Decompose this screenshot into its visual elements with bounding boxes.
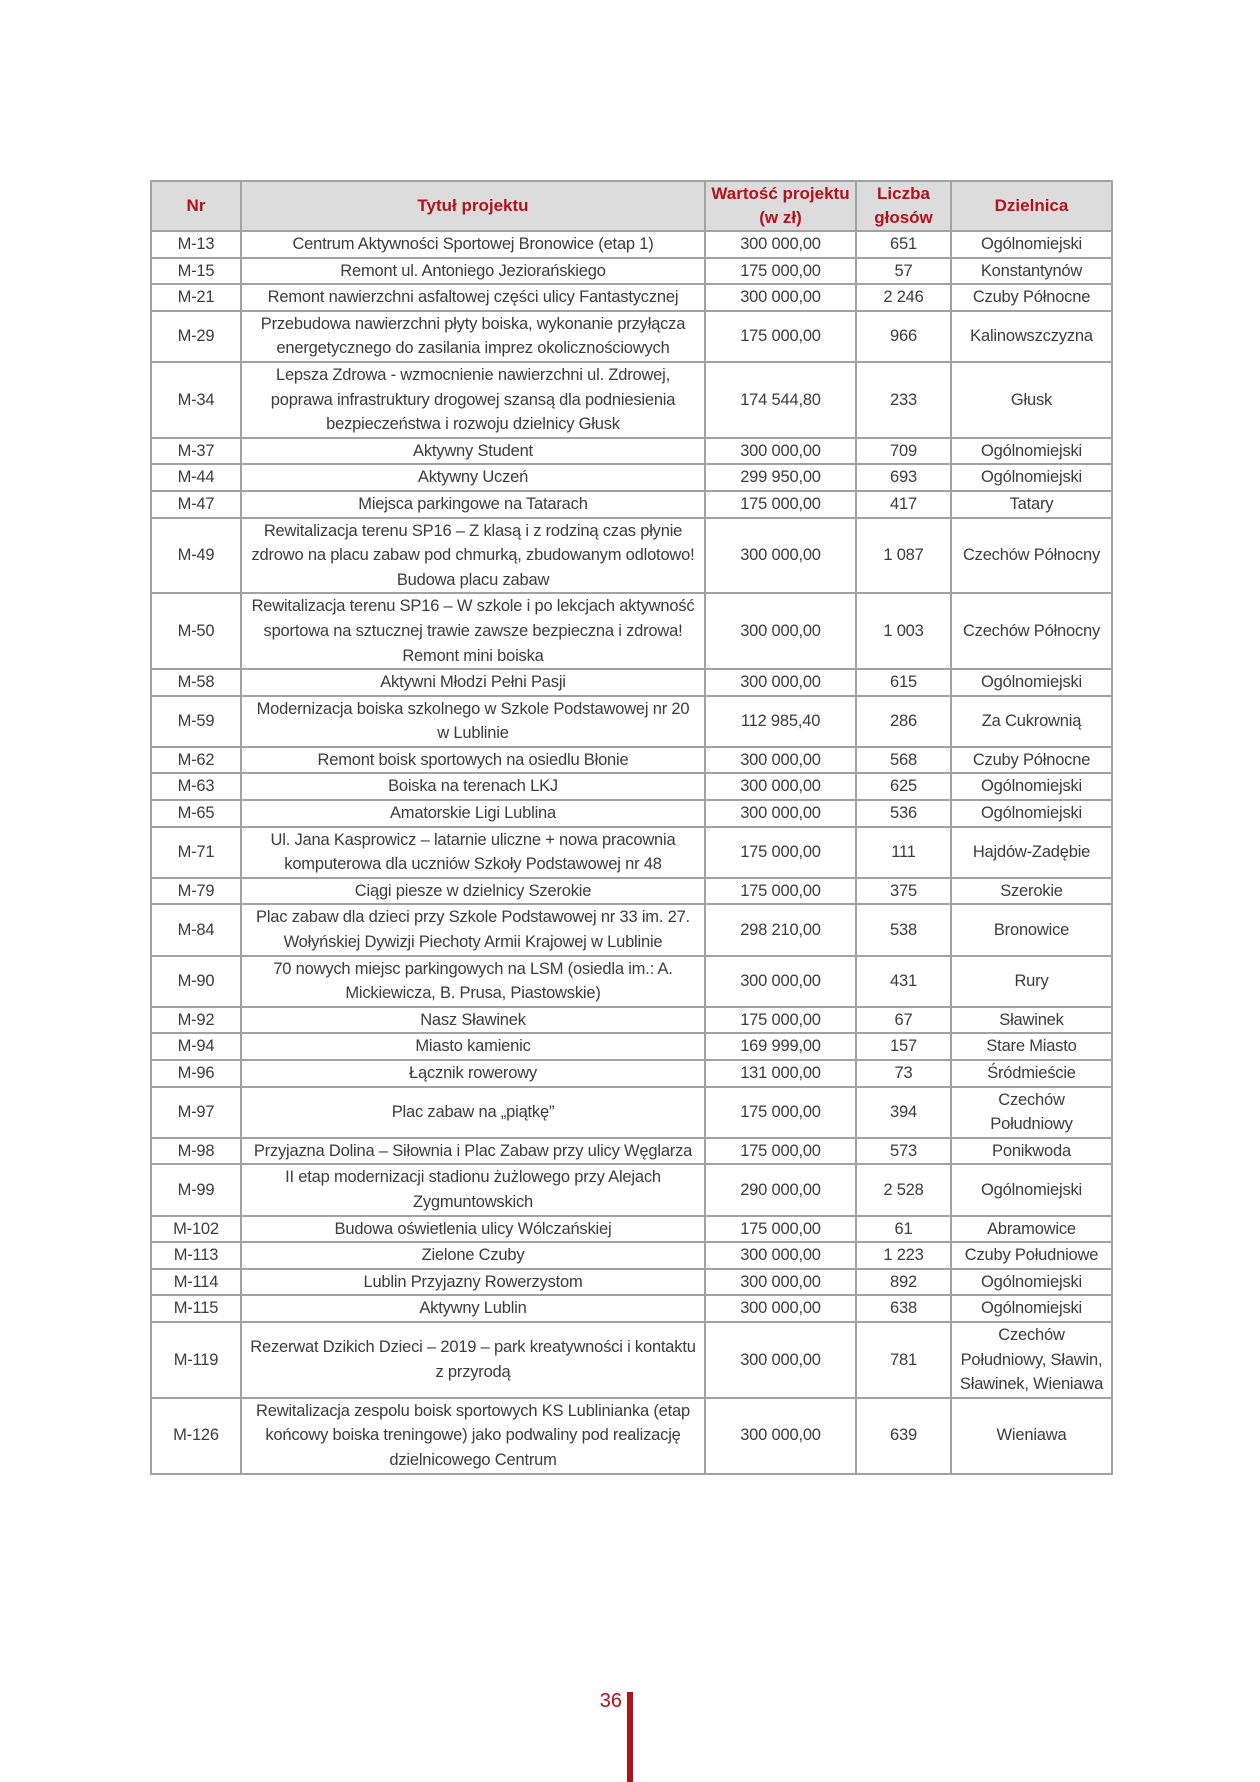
cell-title: Aktywni Młodzi Pełni Pasji: [241, 669, 705, 696]
cell-title: Ciągi piesze w dzielnicy Szerokie: [241, 878, 705, 905]
table-row: [151, 1007, 1112, 1034]
cell-votes: 73: [856, 1060, 951, 1087]
cell-title: Remont nawierzchni asfaltowej części ulicy Fantastycznej: [241, 284, 705, 311]
cell-value: 300 000,00: [705, 1398, 856, 1474]
page-footer-accent-bar: [627, 1692, 633, 1782]
cell-value: 175 000,00: [705, 1007, 856, 1034]
cell-nr: M-115: [151, 1295, 241, 1322]
cell-nr: M-34: [151, 362, 241, 438]
cell-title: Budowa oświetlenia ulicy Wólczańskiej: [241, 1216, 705, 1243]
cell-district: Hajdów-Zadębie: [951, 827, 1112, 878]
cell-title: Rewitalizacja terenu SP16 – W szkole i po lekcjach aktywność sportowa na sztucznej trawie zawsze bezpieczna i zdrowa! Remont mini boiska: [241, 593, 705, 669]
projects-table: [150, 180, 1113, 1475]
cell-value: 169 999,00: [705, 1033, 856, 1060]
cell-title: Łącznik rowerowy: [241, 1060, 705, 1087]
header-title: Tytuł projektu: [241, 181, 705, 231]
cell-district: Głusk: [951, 362, 1112, 438]
table-row: [151, 1216, 1112, 1243]
cell-nr: M-21: [151, 284, 241, 311]
cell-title: Modernizacja boiska szkolnego w Szkole Podstawowej nr 20 w Lublinie: [241, 696, 705, 747]
cell-district: Ogólnomiejski: [951, 773, 1112, 800]
cell-district: Ogólnomiejski: [951, 231, 1112, 258]
table-row: [151, 1242, 1112, 1269]
cell-value: 175 000,00: [705, 258, 856, 285]
cell-value: 300 000,00: [705, 231, 856, 258]
cell-nr: M-50: [151, 593, 241, 669]
cell-title: Plac zabaw na „piątkę”: [241, 1087, 705, 1138]
cell-value: 300 000,00: [705, 800, 856, 827]
cell-value: 300 000,00: [705, 773, 856, 800]
cell-nr: M-96: [151, 1060, 241, 1087]
cell-nr: M-126: [151, 1398, 241, 1474]
cell-title: Zielone Czuby: [241, 1242, 705, 1269]
cell-nr: M-119: [151, 1322, 241, 1398]
cell-votes: 1 003: [856, 593, 951, 669]
cell-title: Aktywny Lublin: [241, 1295, 705, 1322]
cell-votes: 892: [856, 1269, 951, 1296]
cell-district: Stare Miasto: [951, 1033, 1112, 1060]
cell-value: 112 985,40: [705, 696, 856, 747]
table-row: [151, 696, 1112, 747]
cell-district: Rury: [951, 956, 1112, 1007]
cell-district: Za Cukrownią: [951, 696, 1112, 747]
table-row: [151, 1295, 1112, 1322]
table-row: [151, 518, 1112, 594]
cell-district: Czechów Południowy, Sławin, Sławinek, Wieniawa: [951, 1322, 1112, 1398]
cell-nr: M-58: [151, 669, 241, 696]
cell-title: Rewitalizacja zespolu boisk sportowych KS Lublinianka (etap końcowy boiska treningowe) jako podwaliny pod realizację dzielnicowego Centrum: [241, 1398, 705, 1474]
cell-district: Ponikwoda: [951, 1138, 1112, 1165]
cell-value: 174 544,80: [705, 362, 856, 438]
cell-nr: M-84: [151, 904, 241, 955]
cell-votes: 1 223: [856, 1242, 951, 1269]
cell-votes: 61: [856, 1216, 951, 1243]
table-row: [151, 1060, 1112, 1087]
cell-nr: M-47: [151, 491, 241, 518]
cell-district: Czechów Południowy: [951, 1087, 1112, 1138]
cell-district: Konstantynów: [951, 258, 1112, 285]
cell-district: Czuby Północne: [951, 747, 1112, 774]
cell-nr: M-94: [151, 1033, 241, 1060]
cell-value: 300 000,00: [705, 1295, 856, 1322]
cell-votes: 781: [856, 1322, 951, 1398]
cell-nr: M-63: [151, 773, 241, 800]
cell-value: 175 000,00: [705, 1216, 856, 1243]
cell-value: 175 000,00: [705, 878, 856, 905]
cell-nr: M-59: [151, 696, 241, 747]
table-row: [151, 904, 1112, 955]
cell-votes: 709: [856, 438, 951, 465]
table-body: [151, 231, 1112, 1474]
cell-district: Ogólnomiejski: [951, 669, 1112, 696]
cell-nr: M-65: [151, 800, 241, 827]
cell-value: 298 210,00: [705, 904, 856, 955]
cell-nr: M-49: [151, 518, 241, 594]
cell-votes: 638: [856, 1295, 951, 1322]
cell-nr: M-97: [151, 1087, 241, 1138]
cell-district: Ogólnomiejski: [951, 1269, 1112, 1296]
cell-nr: M-13: [151, 231, 241, 258]
cell-title: Rezerwat Dzikich Dzieci – 2019 – park kreatywności i kontaktu z przyrodą: [241, 1322, 705, 1398]
cell-votes: 536: [856, 800, 951, 827]
cell-district: Czuby Północne: [951, 284, 1112, 311]
table-row: [151, 956, 1112, 1007]
table-row: [151, 1164, 1112, 1215]
cell-votes: 394: [856, 1087, 951, 1138]
cell-value: 175 000,00: [705, 311, 856, 362]
table-row: [151, 1322, 1112, 1398]
table-row: [151, 1087, 1112, 1138]
cell-nr: M-79: [151, 878, 241, 905]
cell-nr: M-71: [151, 827, 241, 878]
table-row: [151, 438, 1112, 465]
cell-value: 300 000,00: [705, 593, 856, 669]
cell-title: Remont ul. Antoniego Jeziorańskiego: [241, 258, 705, 285]
cell-votes: 417: [856, 491, 951, 518]
cell-votes: 233: [856, 362, 951, 438]
table-row: [151, 800, 1112, 827]
table-header-row: [151, 181, 1112, 231]
cell-value: 175 000,00: [705, 827, 856, 878]
cell-value: 300 000,00: [705, 1242, 856, 1269]
cell-nr: M-37: [151, 438, 241, 465]
cell-nr: M-92: [151, 1007, 241, 1034]
cell-votes: 2 528: [856, 1164, 951, 1215]
table-row: [151, 464, 1112, 491]
cell-votes: 67: [856, 1007, 951, 1034]
cell-title: Przyjazna Dolina – Siłownia i Plac Zabaw przy ulicy Węglarza: [241, 1138, 705, 1165]
table-row: [151, 491, 1112, 518]
cell-district: Ogólnomiejski: [951, 800, 1112, 827]
cell-value: 300 000,00: [705, 956, 856, 1007]
cell-nr: M-62: [151, 747, 241, 774]
cell-title: Plac zabaw dla dzieci przy Szkole Podstawowej nr 33 im. 27. Wołyńskiej Dywizji Piechoty Armii Krajowej w Lublinie: [241, 904, 705, 955]
cell-votes: 966: [856, 311, 951, 362]
cell-value: 131 000,00: [705, 1060, 856, 1087]
cell-votes: 651: [856, 231, 951, 258]
cell-votes: 625: [856, 773, 951, 800]
cell-votes: 157: [856, 1033, 951, 1060]
cell-district: Ogólnomiejski: [951, 438, 1112, 465]
cell-district: Ogólnomiejski: [951, 1295, 1112, 1322]
table-row: [151, 773, 1112, 800]
cell-nr: M-15: [151, 258, 241, 285]
cell-votes: 538: [856, 904, 951, 955]
cell-district: Tatary: [951, 491, 1112, 518]
cell-value: 175 000,00: [705, 1087, 856, 1138]
cell-votes: 573: [856, 1138, 951, 1165]
header-value: Wartość projektu (w zł): [705, 181, 856, 231]
cell-nr: M-99: [151, 1164, 241, 1215]
cell-title: Lublin Przyjazny Rowerzystom: [241, 1269, 705, 1296]
cell-district: Sławinek: [951, 1007, 1112, 1034]
cell-votes: 1 087: [856, 518, 951, 594]
cell-votes: 286: [856, 696, 951, 747]
table-row: [151, 593, 1112, 669]
cell-district: Abramowice: [951, 1216, 1112, 1243]
cell-district: Czechów Północny: [951, 593, 1112, 669]
page-number: 36: [599, 1690, 622, 1712]
cell-value: 300 000,00: [705, 438, 856, 465]
cell-nr: M-114: [151, 1269, 241, 1296]
cell-title: Lepsza Zdrowa - wzmocnienie nawierzchni ul. Zdrowej, poprawa infrastruktury drogowej szansą dla podniesienia bezpieczeństwa i rozwoju dzielnicy Głusk: [241, 362, 705, 438]
header-district: Dzielnica: [951, 181, 1112, 231]
cell-votes: 111: [856, 827, 951, 878]
table-row: [151, 827, 1112, 878]
cell-title: Miasto kamienic: [241, 1033, 705, 1060]
table-row: [151, 362, 1112, 438]
cell-title: Przebudowa nawierzchni płyty boiska, wykonanie przyłącza energetycznego do zasilania imprez okolicznościowych: [241, 311, 705, 362]
table-row: [151, 1398, 1112, 1474]
cell-votes: 639: [856, 1398, 951, 1474]
cell-district: Ogólnomiejski: [951, 464, 1112, 491]
cell-nr: M-29: [151, 311, 241, 362]
cell-nr: M-102: [151, 1216, 241, 1243]
cell-title: Miejsca parkingowe na Tatarach: [241, 491, 705, 518]
cell-district: Wieniawa: [951, 1398, 1112, 1474]
cell-votes: 57: [856, 258, 951, 285]
header-nr: Nr: [151, 181, 241, 231]
table-row: [151, 258, 1112, 285]
cell-district: Szerokie: [951, 878, 1112, 905]
cell-votes: 431: [856, 956, 951, 1007]
cell-value: 175 000,00: [705, 491, 856, 518]
cell-title: Aktywny Student: [241, 438, 705, 465]
cell-votes: 615: [856, 669, 951, 696]
table-row: [151, 284, 1112, 311]
cell-title: Boiska na terenach LKJ: [241, 773, 705, 800]
table-row: [151, 747, 1112, 774]
table-row: [151, 311, 1112, 362]
cell-title: Aktywny Uczeń: [241, 464, 705, 491]
cell-district: Bronowice: [951, 904, 1112, 955]
cell-value: 300 000,00: [705, 284, 856, 311]
cell-votes: 2 246: [856, 284, 951, 311]
table-row: [151, 1269, 1112, 1296]
cell-district: Ogólnomiejski: [951, 1164, 1112, 1215]
cell-title: Centrum Aktywności Sportowej Bronowice (etap 1): [241, 231, 705, 258]
cell-district: Śródmieście: [951, 1060, 1112, 1087]
cell-title: Remont boisk sportowych na osiedlu Błonie: [241, 747, 705, 774]
cell-nr: M-98: [151, 1138, 241, 1165]
cell-district: Kalinowszczyzna: [951, 311, 1112, 362]
cell-value: 300 000,00: [705, 1269, 856, 1296]
table-row: [151, 1138, 1112, 1165]
cell-nr: M-113: [151, 1242, 241, 1269]
cell-value: 290 000,00: [705, 1164, 856, 1215]
cell-value: 300 000,00: [705, 747, 856, 774]
table-row: [151, 669, 1112, 696]
cell-title: Nasz Sławinek: [241, 1007, 705, 1034]
cell-votes: 693: [856, 464, 951, 491]
cell-title: II etap modernizacji stadionu żużlowego przy Alejach Zygmuntowskich: [241, 1164, 705, 1215]
header-votes: Liczba głosów: [856, 181, 951, 231]
cell-title: 70 nowych miejsc parkingowych na LSM (osiedla im.: A. Mickiewicza, B. Prusa, Piastowskie): [241, 956, 705, 1007]
cell-nr: M-90: [151, 956, 241, 1007]
cell-title: Amatorskie Ligi Lublina: [241, 800, 705, 827]
cell-value: 299 950,00: [705, 464, 856, 491]
cell-votes: 568: [856, 747, 951, 774]
projects-table-container: [150, 180, 1111, 1475]
cell-value: 175 000,00: [705, 1138, 856, 1165]
cell-district: Czechów Północny: [951, 518, 1112, 594]
cell-title: Rewitalizacja terenu SP16 – Z klasą i z rodziną czas płynie zdrowo na placu zabaw pod chmurką, zbudowanym odlotowo! Budowa placu zabaw: [241, 518, 705, 594]
cell-title: Ul. Jana Kasprowicz – latarnie uliczne + nowa pracownia komputerowa dla uczniów Szkoły Podstawowej nr 48: [241, 827, 705, 878]
cell-district: Czuby Południowe: [951, 1242, 1112, 1269]
table-row: [151, 1033, 1112, 1060]
cell-nr: M-44: [151, 464, 241, 491]
table-row: [151, 231, 1112, 258]
cell-votes: 375: [856, 878, 951, 905]
cell-value: 300 000,00: [705, 518, 856, 594]
cell-value: 300 000,00: [705, 669, 856, 696]
cell-value: 300 000,00: [705, 1322, 856, 1398]
table-row: [151, 878, 1112, 905]
